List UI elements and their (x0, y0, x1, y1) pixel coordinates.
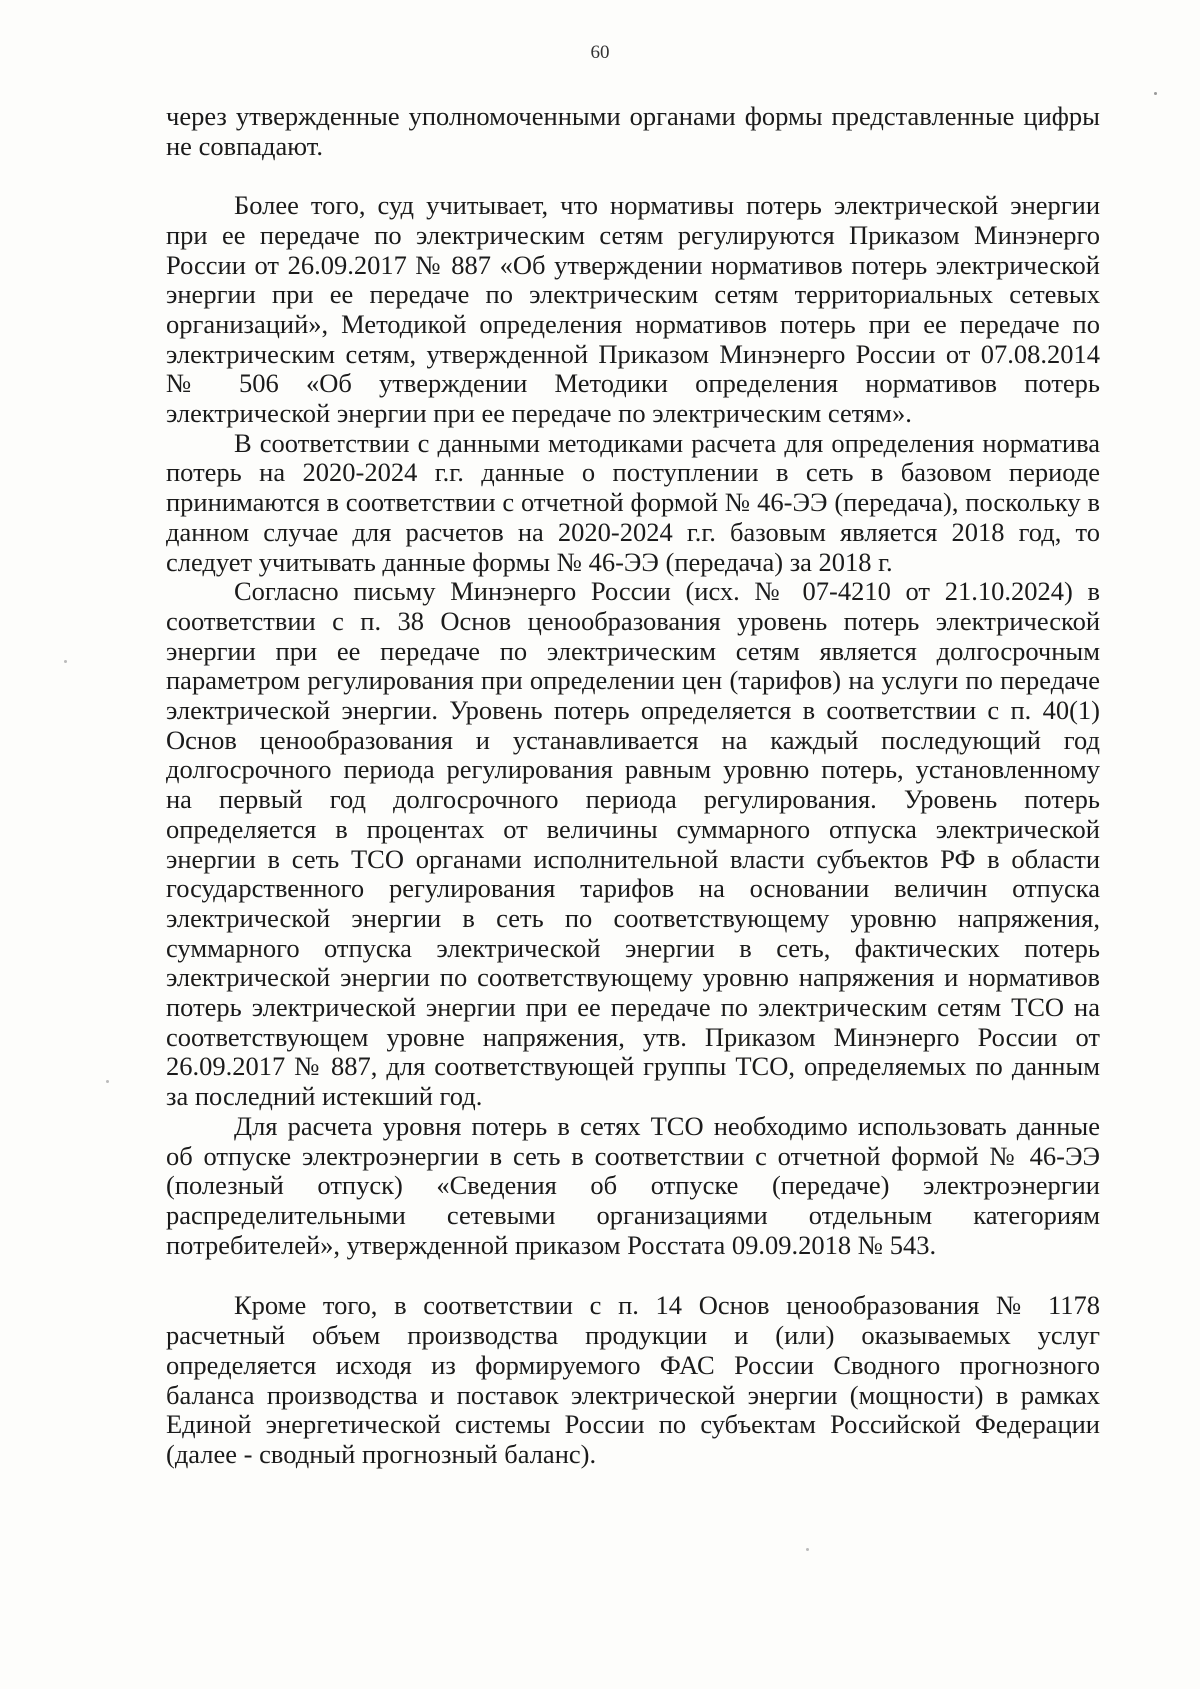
paragraph-loss-standards: Более того, суд учитывает, что нормативы потерь электрической энергии при ее передаче по электрическим сетям регулируются Приказом Минэнерго России от 26.09.2017 № 887 «Об утверждении нормативов потерь электрической энергии при ее передаче по электрическим сетям территориальных сетевых организаций», Методикой определения нормативов потерь при ее передаче по электрическим сетям, утвержденной Приказом Минэнерго России от 07.08.2014 № 506 «Об утверждении Методики определения нормативов потерь электрической энергии при ее передаче по электрическим сетям». (166, 190, 1100, 429)
scan-speck (64, 660, 67, 663)
page-number: 60 (590, 42, 610, 63)
paragraph-methodology: В соответствии с данными методиками расчета для определения норматива потерь на 2020-2024 г.г. данные о поступлении в сеть в базовом периоде принимаются в соответствии с отчетной формой № 46-ЭЭ (передача), поскольку в данном случае для расчетов на 2020-2024 г.г. базовым является 2018 год, то следует учитывать данные формы № 46-ЭЭ (передача) за 2018 г. (166, 427, 1100, 577)
paragraph-loss-calculation: Для расчета уровня потерь в сетях ТСО необходимо использовать данные об отпуске электроэнергии в сеть в соответствии с отчетной формой № 46-ЭЭ (полезный отпуск) «Сведения об отпуске (передаче) электроэнергии распределительными сетевыми организациями отдельным категориям потребителей», утвержденной приказом Росстата 09.09.2018 № 543. (166, 1110, 1100, 1260)
scan-speck (106, 1080, 109, 1083)
paragraph-pricing-basics: Кроме того, в соответствии с п. 14 Основ ценообразования № 1178 расчетный объем производства продукции и (или) оказываемых услуг определяется исходя из формируемого ФАС России Сводного прогнозного баланса производства и поставок электрической энергии (мощности) в рамках Единой энергетической системы России по субъектам Российской Федерации (далее - сводный прогнозный баланс). (166, 1290, 1100, 1469)
scan-speck (1154, 92, 1157, 95)
scan-speck (806, 1548, 809, 1551)
document-body (166, 102, 1100, 1470)
paragraph-ministry-letter: Согласно письму Минэнерго России (исх. № 07-4210 от 21.10.2024) в соответствии с п. 38 Основ ценообразования уровень потерь электрической энергии при ее передаче по электрическим сетям является долгосрочным параметром регулирования при определении цен (тарифов) на услуги по передаче электрической энергии. Уровень потерь определяется в соответствии с п. 40(1) Основ ценообразования и устанавливается на каждый последующий год долгосрочного периода регулирования равным уровню потерь, установленному на первый год долгосрочного периода регулирования. Уровень потерь определяется в процентах от величины суммарного отпуска электрической энергии в сеть ТСО органами исполнительной власти субъектов РФ в области государственного регулирования тарифов на основании величин отпуска электрической энергии в сеть по соответствующему уровню напряжения, суммарного отпуска электрической энергии в сеть, фактических потерь электрической энергии по соответствующему уровню напряжения и нормативов потерь электрической энергии при ее передаче по электрическим сетям ТСО на соответствующем уровне напряжения, утв. Приказом Минэнерго России от 26.09.2017 № 887, для соответствующей группы ТСО, определяемых по данным за последний истекший год. (166, 576, 1100, 1112)
paragraph-continuation: через утвержденные уполномоченными органами формы представленные цифры не совпадают. (166, 101, 1100, 161)
